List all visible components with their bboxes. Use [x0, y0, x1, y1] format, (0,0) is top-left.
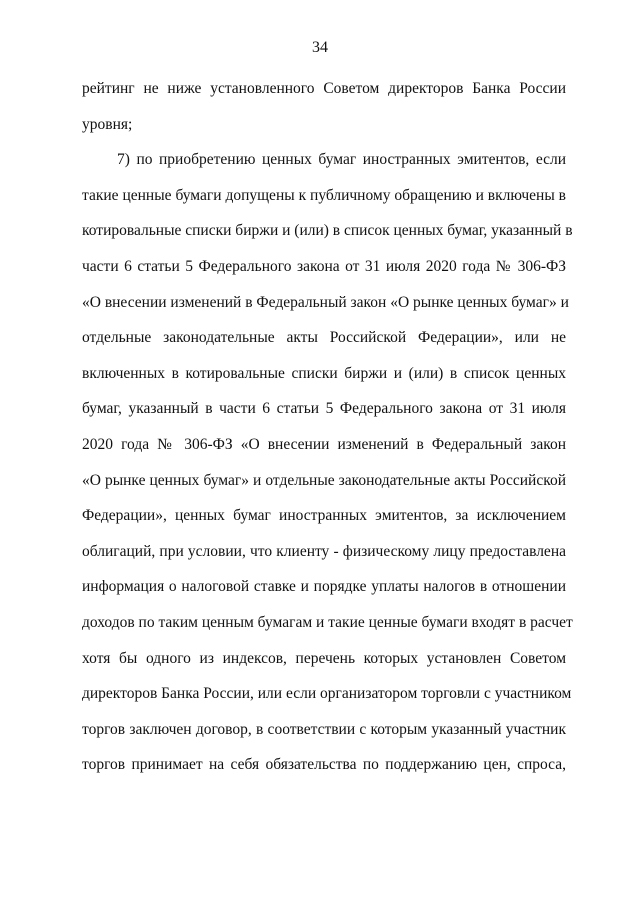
text-line: хотя бы одного из индексов, перечень которых установлен Советом	[82, 649, 566, 667]
text-line: информация о налоговой ставке и порядке уплаты налогов в отношении	[82, 578, 566, 596]
text-line: уровня;	[82, 115, 133, 133]
text-line: котировальные списки биржи и (или) в список ценных бумаг, указанный в	[82, 222, 573, 240]
text-line: Федерации», ценных бумаг иностранных эмитентов, за исключением	[82, 507, 566, 525]
text-line: 7) по приобретению ценных бумаг иностранных эмитентов, если	[117, 151, 566, 169]
text-line: 2020 года № 306-ФЗ «О внесении изменений в Федеральный закон	[82, 436, 566, 453]
text-line: доходов по таким ценным бумагам и такие ценные бумаги входят в расчет	[82, 614, 573, 631]
text-line: рейтинг не ниже установленного Советом директоров Банка России	[82, 80, 566, 97]
text-line: части 6 статьи 5 Федерального закона от 31 июля 2020 года № 306-ФЗ	[82, 258, 566, 275]
text-line: директоров Банка России, или если организатором торговли с участником	[82, 685, 572, 703]
text-line: такие ценные бумаги допущены к публичному обращению и включены в	[82, 186, 566, 204]
text-line: торгов заключен договор, в соответствии с которым указанный участник	[82, 720, 566, 738]
text-line: отдельные законодательные акты Российской Федерации», или не	[82, 329, 566, 347]
text-line: бумаг, указанный в части 6 статьи 5 Федерального закона от 31 июля	[82, 400, 566, 418]
text-line: облигаций, при условии, что клиенту - физическому лицу предоставлена	[82, 542, 566, 560]
text-line: торгов принимает на себя обязательства по поддержанию цен, спроса,	[82, 756, 566, 774]
text-line: «О внесении изменений в Федеральный закон «О рынке ценных бумаг» и	[82, 293, 569, 311]
text-line: включенных в котировальные списки биржи и (или) в список ценных	[82, 364, 566, 382]
text-line: «О рынке ценных бумаг» и отдельные законодательные акты Российской	[82, 471, 566, 489]
page-number: 34	[312, 39, 328, 56]
